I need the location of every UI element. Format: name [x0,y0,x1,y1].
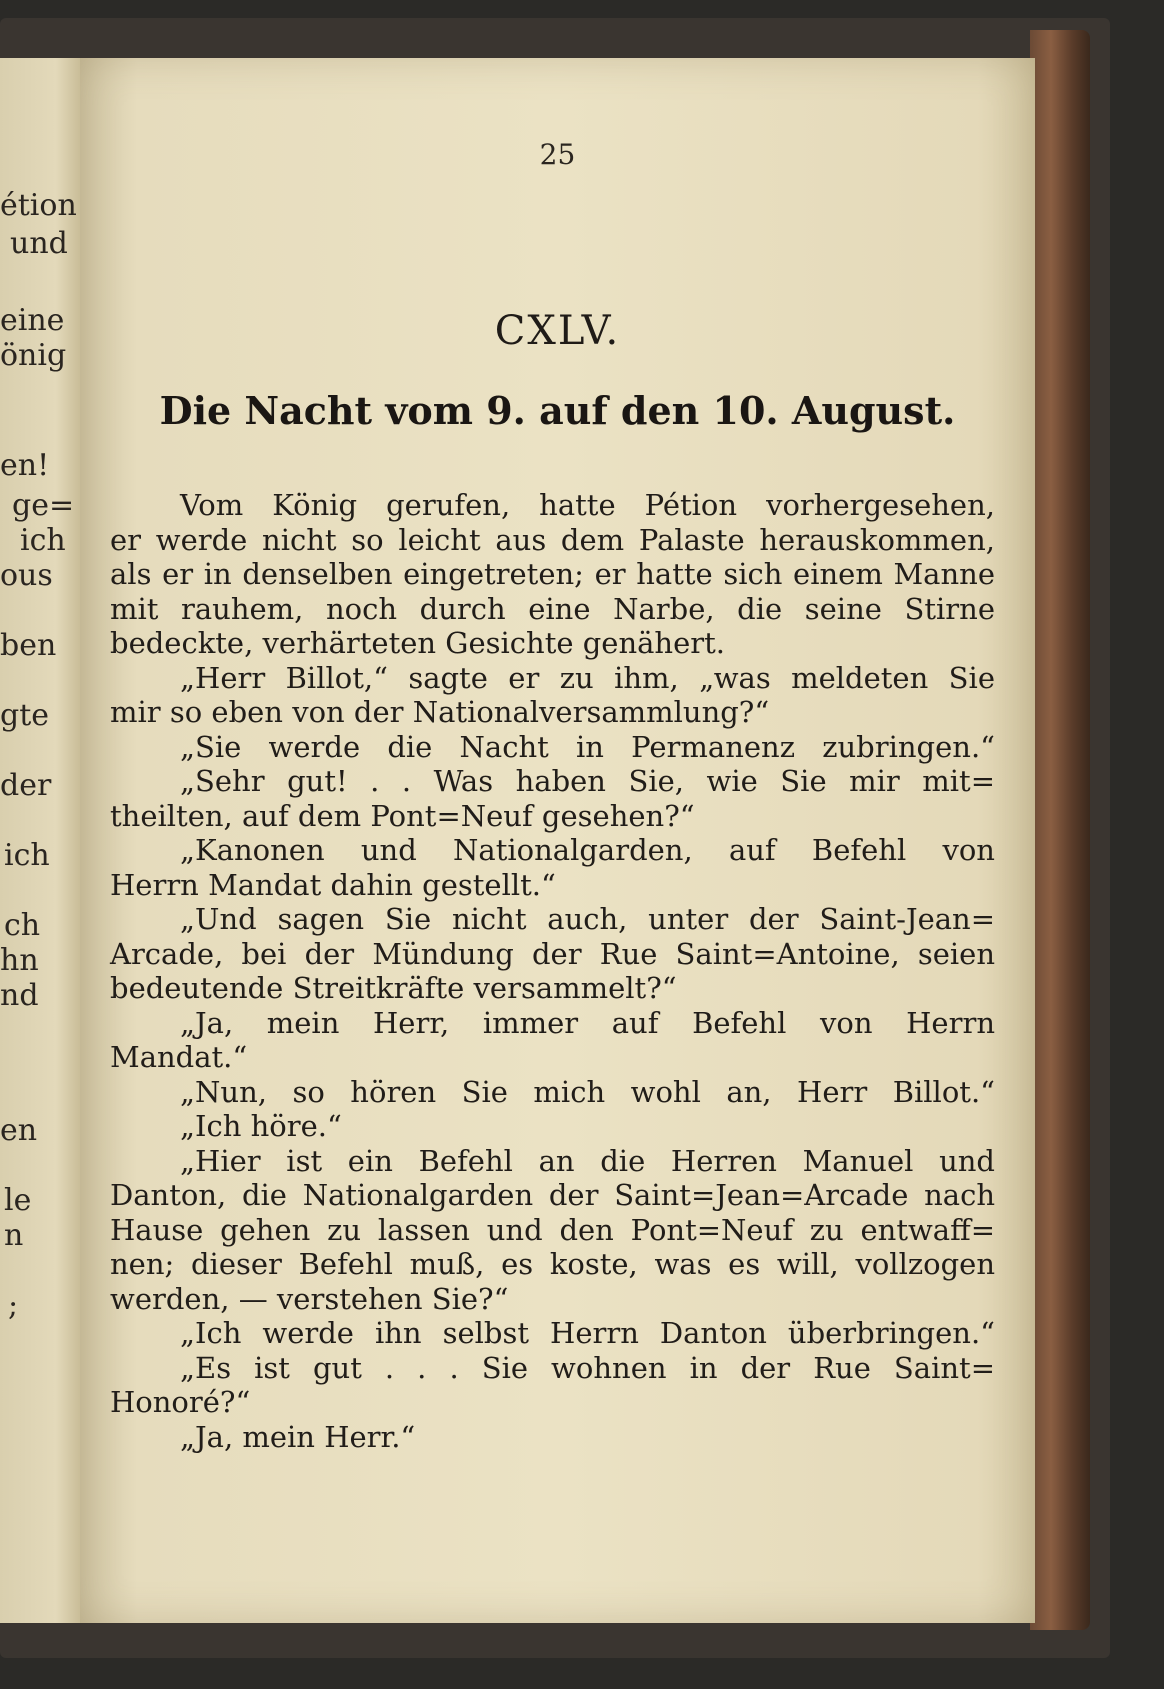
text-line: „Sie werde die Nacht in Permanenz zubringen.“ [180,729,995,764]
left-page-fragment: önig [0,338,67,373]
text-line: Arcade, bei der Mündung der Rue Saint=Antoine, seien [110,936,995,971]
text-line: „Es ist gut . . . Sie wohnen in der Rue Saint= [180,1350,995,1385]
left-page-fragment: nd [0,978,39,1013]
text-line: bedeckte, verhärteten Gesichte genähert. [110,626,725,660]
text-line: „Ich werde ihn selbst Herrn Danton überbringen.“ [180,1316,995,1350]
left-page-fragment: ben [0,628,57,663]
text-line: Hause gehen zu lassen und den Pont=Neuf zu entwaff= [110,1212,995,1247]
left-page-fragment: hn [0,943,39,978]
left-page-fragment: ; [8,1288,19,1323]
text-line: „Nun, so hören Sie mich wohl an, Herr Billot.“ [180,1074,995,1109]
text-line: „Ja, mein Herr, immer auf Befehl von Herrn [180,1005,995,1040]
text-line: „Ich höre.“ [180,1109,342,1143]
page-number: 25 [539,138,576,171]
left-page-fragment: ge= [12,488,75,523]
body-text [110,488,995,1454]
text-line: „Ja, mein Herr.“ [180,1419,416,1454]
left-page-fragment: étion [0,188,77,223]
text-line: „Herr Billot,“ sagte er zu ihm, „was meldeten Sie [180,660,995,695]
text-line: Honoré?“ [110,1385,251,1419]
text-line: „Sehr gut! . . Was haben Sie, wie Sie mir mit= [180,764,995,798]
text-line: Herrn Mandat dahin gestellt.“ [110,867,556,902]
text-line: „Kanonen und Nationalgarden, auf Befehl von [180,833,995,867]
text-line: mit rauhem, noch durch eine Narbe, die seine Stirne [110,591,995,626]
right-page [80,58,1035,1623]
text-line: nen; dieser Befehl muß, es koste, was es will, vollzogen [110,1247,995,1281]
text-line: er werde nicht so leicht aus dem Palaste herauskommen, [110,522,995,557]
text-line: mir so eben von der Nationalversammlung?“ [110,695,770,729]
text-line: werden, — verstehen Sie?“ [110,1281,509,1316]
left-page-fragment: der [0,768,52,803]
text-line: „Hier ist ein Befehl an die Herren Manuel und [180,1143,995,1178]
left-page-fragment: ch [4,908,41,943]
left-page-fragment: n [4,1218,24,1253]
left-page [0,58,80,1623]
left-page-fragment: en [0,1113,38,1148]
text-line: Mandat.“ [110,1040,248,1074]
text-line: „Und sagen Sie nicht auch, unter der Saint-Jean= [180,902,995,936]
text-line: Danton, die Nationalgarden der Saint=Jean=Arcade nach [110,1178,995,1212]
left-page-fragment: le [4,1183,32,1218]
left-page-fragment: ich [20,523,66,558]
left-page-fragment: en! [0,448,50,483]
left-page-fragment: gte [0,698,50,733]
text-line: Vom König gerufen, hatte Pétion vorhergesehen, [180,488,995,522]
book-spine-edge [1030,30,1090,1630]
chapter-title: Die Nacht vom 9. auf den 10. August. [159,388,956,433]
left-page-fragment: ous [0,558,53,593]
text-line: als er in denselben eingetreten; er hatte sich einem Manne [110,557,995,591]
text-line: theilten, auf dem Pont=Neuf gesehen?“ [110,798,695,833]
text-line: bedeutende Streitkräfte versammelt?“ [110,971,677,1005]
left-page-fragment: ich [4,838,50,873]
left-page-fragment: eine [0,303,65,338]
chapter-number: CXLV. [494,308,621,354]
left-page-fragment: und [10,226,68,261]
